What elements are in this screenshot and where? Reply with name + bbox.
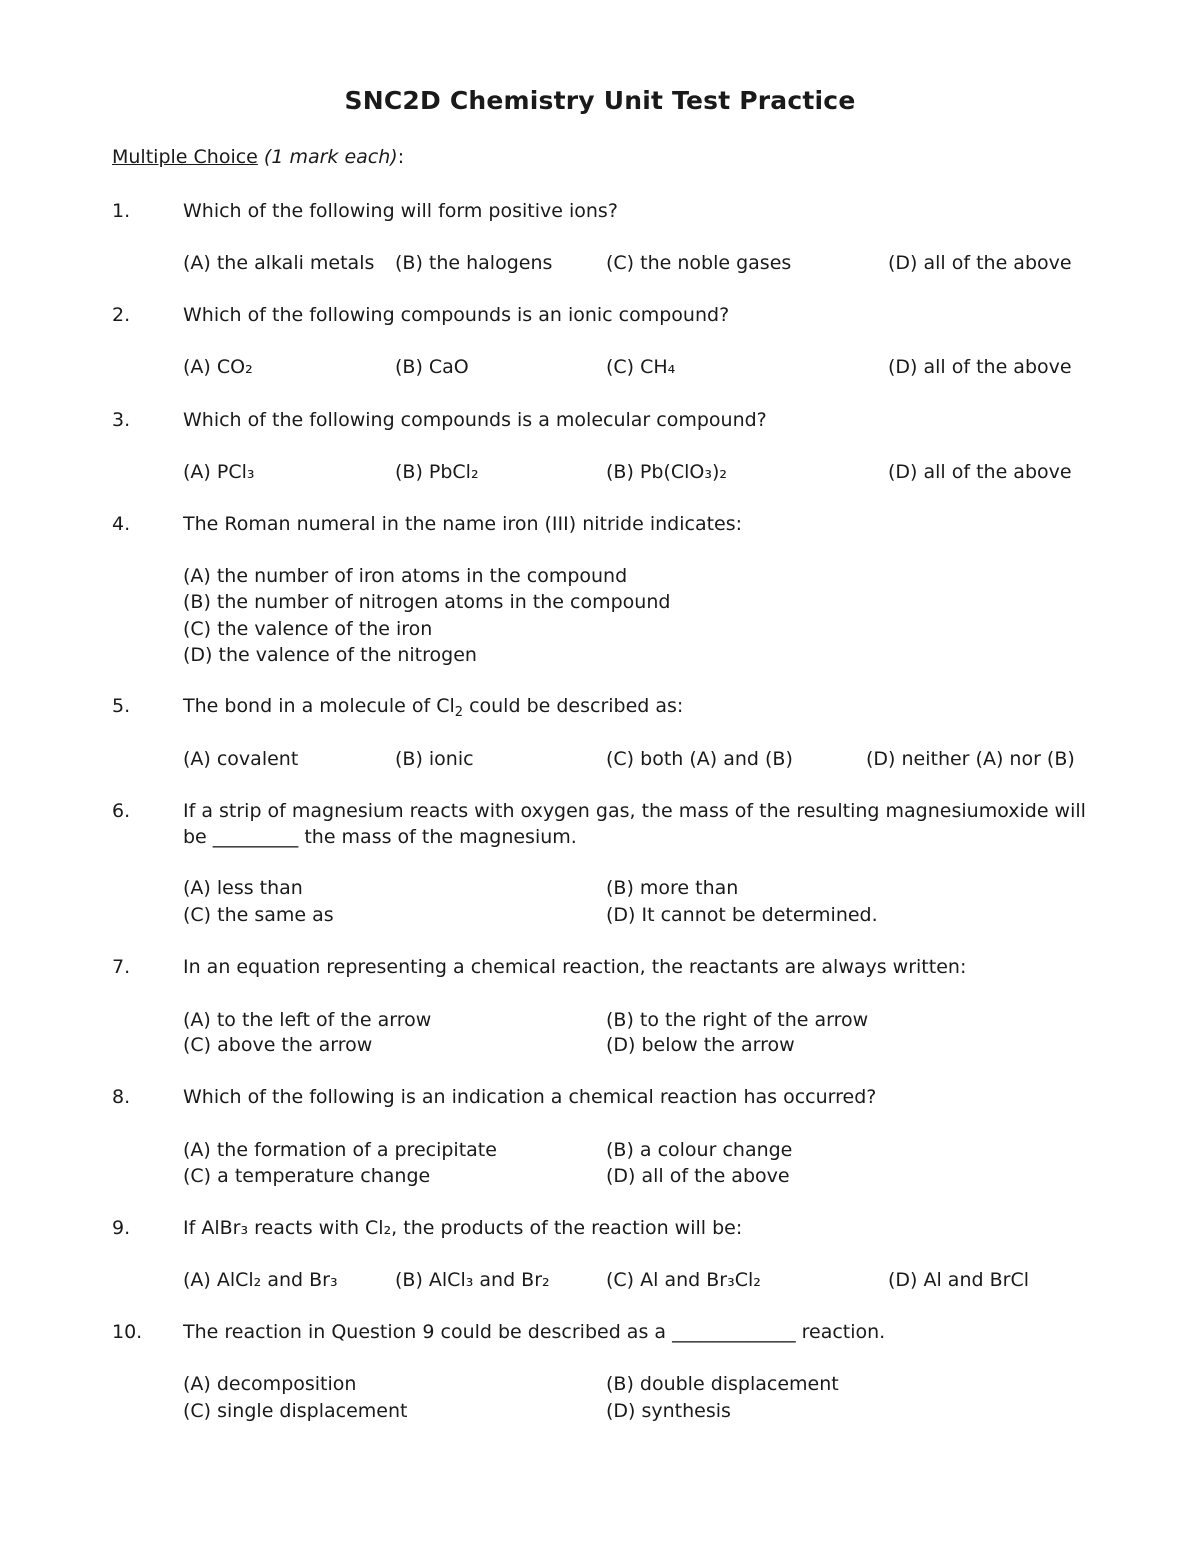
q5-choice-a: (A) covalent bbox=[183, 748, 299, 770]
question-3-text: Which of the following compounds is a molecular compound? bbox=[183, 409, 767, 431]
question-6-number: 6. bbox=[112, 800, 131, 822]
question-5-text-pre: The bond in a molecule of Cl bbox=[183, 695, 455, 717]
question-3-number: 3. bbox=[112, 409, 131, 431]
section-note: (1 mark each) bbox=[263, 146, 398, 168]
q9-choice-a: (A) AlCl₂ and Br₃ bbox=[183, 1269, 338, 1291]
q1-choice-b: (B) the halogens bbox=[395, 252, 553, 274]
q10-choice-a: (A) decomposition bbox=[183, 1373, 357, 1395]
q6-choice-d: (D) It cannot be determined. bbox=[606, 904, 878, 926]
question-9-number: 9. bbox=[112, 1217, 131, 1239]
question-6-text-line2: be _________ the mass of the magnesium. bbox=[183, 826, 577, 848]
q3-choice-a: (A) PCl₃ bbox=[183, 461, 255, 483]
q4-choice-d: (D) the valence of the nitrogen bbox=[183, 644, 477, 666]
q9-choice-c: (C) Al and Br₃Cl₂ bbox=[606, 1269, 761, 1291]
q3-choice-d: (D) all of the above bbox=[888, 461, 1072, 483]
q2-choice-b: (B) CaO bbox=[395, 356, 469, 378]
question-6-text: If a strip of magnesium reacts with oxygen gas, the mass of the resulting magnesiumoxide will bbox=[183, 800, 1086, 822]
q8-choice-a: (A) the formation of a precipitate bbox=[183, 1139, 497, 1161]
q1-choice-a: (A) the alkali metals bbox=[183, 252, 375, 274]
q9-choice-b: (B) AlCl₃ and Br₂ bbox=[395, 1269, 550, 1291]
q3-choice-b: (B) PbCl₂ bbox=[395, 461, 479, 483]
q7-choice-d: (D) below the arrow bbox=[606, 1034, 795, 1056]
question-5-text-post: could be described as: bbox=[463, 695, 684, 717]
q4-choice-b: (B) the number of nitrogen atoms in the compound bbox=[183, 591, 671, 613]
section-label: Multiple Choice bbox=[112, 146, 258, 168]
q5-choice-b: (B) ionic bbox=[395, 748, 474, 770]
q4-choice-c: (C) the valence of the iron bbox=[183, 618, 433, 640]
question-9-text: If AlBr₃ reacts with Cl₂, the products of the reaction will be: bbox=[183, 1217, 743, 1239]
question-5-number: 5. bbox=[112, 695, 131, 717]
question-2-text: Which of the following compounds is an ionic compound? bbox=[183, 304, 730, 326]
q6-choice-b: (B) more than bbox=[606, 877, 739, 899]
q2-choice-a: (A) CO₂ bbox=[183, 356, 253, 378]
question-5-text bbox=[183, 695, 684, 720]
q8-choice-b: (B) a colour change bbox=[606, 1139, 793, 1161]
q7-choice-b: (B) to the right of the arrow bbox=[606, 1009, 869, 1031]
q6-choice-c: (C) the same as bbox=[183, 904, 334, 926]
question-4-number: 4. bbox=[112, 513, 131, 535]
question-1-text: Which of the following will form positive ions? bbox=[183, 200, 618, 222]
section-colon: : bbox=[397, 146, 405, 168]
question-2-number: 2. bbox=[112, 304, 131, 326]
q10-choice-c: (C) single displacement bbox=[183, 1400, 408, 1422]
q1-choice-d: (D) all of the above bbox=[888, 252, 1072, 274]
q10-choice-b: (B) double displacement bbox=[606, 1373, 839, 1395]
page-title: SNC2D Chemistry Unit Test Practice bbox=[344, 86, 856, 115]
section-heading bbox=[112, 146, 404, 168]
question-5-text-sub: 2 bbox=[454, 705, 464, 720]
question-8-number: 8. bbox=[112, 1086, 131, 1108]
question-8-text: Which of the following is an indication a chemical reaction has occurred? bbox=[183, 1086, 877, 1108]
question-7-text: In an equation representing a chemical reaction, the reactants are always written: bbox=[183, 956, 967, 978]
q5-choice-c: (C) both (A) and (B) bbox=[606, 748, 793, 770]
q2-choice-c: (C) CH₄ bbox=[606, 356, 676, 378]
q4-choice-a: (A) the number of iron atoms in the compound bbox=[183, 565, 628, 587]
question-10-number: 10. bbox=[112, 1321, 143, 1343]
q6-choice-a: (A) less than bbox=[183, 877, 303, 899]
q3-choice-c: (B) Pb(ClO₃)₂ bbox=[606, 461, 727, 483]
q7-choice-a: (A) to the left of the arrow bbox=[183, 1009, 432, 1031]
q10-choice-d: (D) synthesis bbox=[606, 1400, 731, 1422]
q8-choice-c: (C) a temperature change bbox=[183, 1165, 431, 1187]
q2-choice-d: (D) all of the above bbox=[888, 356, 1072, 378]
q8-choice-d: (D) all of the above bbox=[606, 1165, 790, 1187]
question-4-text: The Roman numeral in the name iron (III) nitride indicates: bbox=[183, 513, 743, 535]
question-10-text: The reaction in Question 9 could be described as a _____________ reaction. bbox=[183, 1321, 886, 1343]
q7-choice-c: (C) above the arrow bbox=[183, 1034, 373, 1056]
q9-choice-d: (D) Al and BrCl bbox=[888, 1269, 1029, 1291]
question-7-number: 7. bbox=[112, 956, 131, 978]
q1-choice-c: (C) the noble gases bbox=[606, 252, 792, 274]
question-1-number: 1. bbox=[112, 200, 131, 222]
q5-choice-d: (D) neither (A) nor (B) bbox=[866, 748, 1075, 770]
